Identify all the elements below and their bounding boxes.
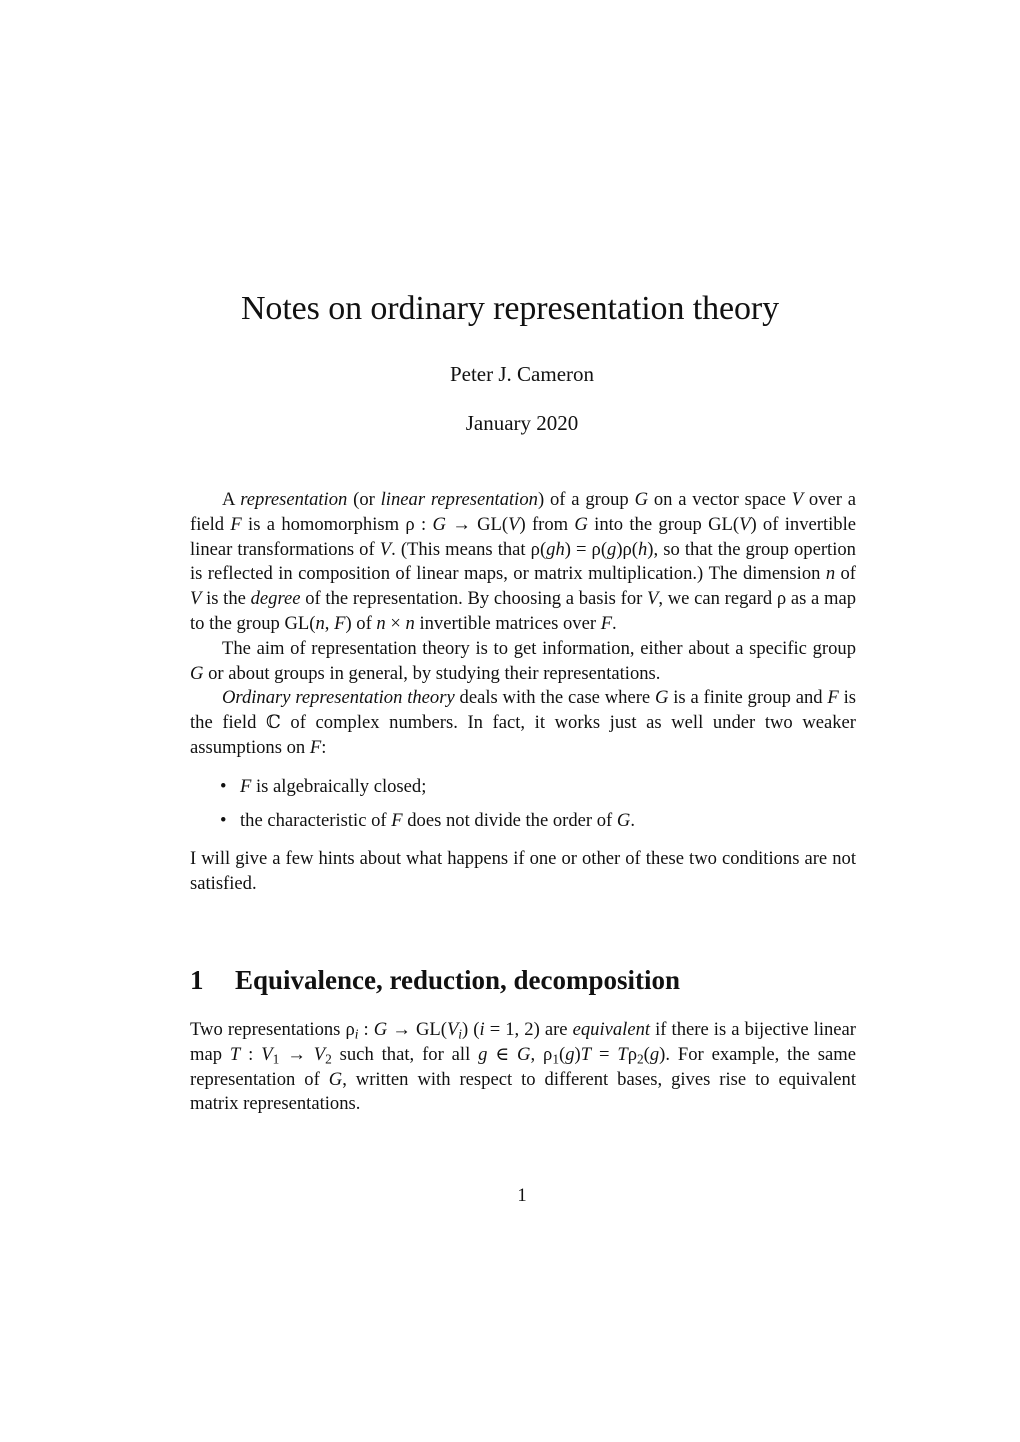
text-run: A [222,489,241,510]
math-symbol: T [580,1043,592,1065]
text-run: ) ( [462,1019,480,1040]
text-run: (or [347,489,381,510]
text-run: : [240,1043,262,1065]
text-run: ) [574,1043,581,1065]
text-run: ) of a group [537,489,635,510]
text-run: , we can regard ρ as a map to the group GL( [190,588,856,634]
math-symbol: G [574,513,588,535]
math-symbol: G [373,1019,388,1040]
math-subscript: 2 [325,1051,332,1067]
intro-paragraph-1 [190,488,856,637]
intro-section [190,488,856,897]
text-run: is the [201,588,251,610]
math-symbol: F [230,513,242,535]
math-symbol: F [334,612,346,634]
term-equivalent: equivalent [572,1019,651,1040]
math-symbol: gh [546,538,565,560]
math-symbol: T [617,1043,628,1065]
math-symbol: G [190,662,204,684]
math-symbol: F [827,687,839,709]
text-run: if there is a bijective linear map [190,1019,856,1065]
math-subscript: 1 [272,1051,280,1067]
list-item [190,809,856,834]
section-1-paragraph-1 [190,1018,856,1117]
math-subscript: i [354,1026,359,1042]
list-item [190,775,856,800]
section-heading [190,962,856,998]
text-run: = 1, 2) are [484,1019,573,1040]
text-run: ( [559,1043,566,1065]
text-run: × [385,612,406,634]
section-title: Equivalence, reduction, decomposition [235,965,681,995]
math-symbol: F [391,809,403,831]
bullet-icon: • [220,775,227,797]
math-symbol: V [791,489,804,510]
text-run: Two representations ρ [190,1019,355,1040]
text-run: The aim of representation theory is to get information, either about a specific group [222,637,856,659]
author-name: Peter J. Cameron [449,362,595,386]
math-symbol: i [479,1019,485,1040]
text-run: ). For example, the same representation of [190,1043,856,1090]
math-symbol: g [478,1043,488,1065]
text-run: is a finite group and [668,687,828,709]
text-run: → GL( [445,513,509,535]
text-run: ), so that the group opertion is reflected in composition of linear maps, or matrix multiplication.) The dimension [190,538,856,585]
text-run: ) of invertible linear transformations of [190,513,856,560]
math-symbol: V [261,1043,273,1065]
text-run: does not divide the order of [402,809,617,831]
text-run: : [358,1019,374,1040]
math-symbol: G [654,687,669,709]
text-run: the characteristic of [240,809,392,831]
math-symbol: g [649,1043,660,1065]
assumptions-list [190,775,856,834]
text-run: . (This means that ρ( [391,538,547,560]
math-subscript: 1 [552,1051,559,1067]
document-title: Notes on ordinary representation theory [240,290,780,327]
math-symbol: T [229,1043,241,1065]
text-run: → GL( [387,1019,447,1040]
text-run: ρ [627,1043,637,1065]
text-run: such that, for all [331,1043,479,1065]
section-number: 1 [190,965,204,995]
math-symbol: G [634,489,648,510]
math-symbol: n [405,612,415,634]
math-symbol: F [309,736,322,758]
math-symbol: V [739,513,751,535]
math-symbol: V [508,513,520,535]
text-run: ) of [345,612,377,634]
math-symbol: g [607,538,617,560]
math-symbol: V [190,588,202,610]
text-run: : [321,736,327,758]
text-run: = [591,1043,618,1065]
math-symbol: n [315,612,325,634]
text-run: is algebraically closed; [251,775,427,797]
intro-paragraph-2 [190,637,856,687]
text-run: on a vector space [648,489,792,510]
math-subscript: 2 [636,1051,644,1067]
text-run: or about groups in general, by studying their representations. [203,662,661,684]
text-run: is a homomorphism ρ : [241,513,433,535]
text-run: ) from [519,513,575,535]
math-symbol: g [565,1043,575,1065]
intro-paragraph-3 [190,686,856,760]
text-run: over a field [190,489,856,535]
text-run: . [612,612,617,634]
math-symbol: F [600,612,613,634]
text-run: , [324,612,335,634]
text-run: , ρ [530,1043,553,1065]
math-subscript: i [458,1026,463,1042]
text-run: → [279,1043,314,1065]
math-symbol: G [432,513,446,535]
math-symbol: V [446,1019,459,1040]
math-symbol: V [379,538,392,560]
bullet-icon: • [220,809,227,831]
document-date: January 2020 [465,411,579,435]
text-run: )ρ( [616,538,638,560]
text-run: is the field [190,687,856,734]
math-symbol: G [517,1043,531,1065]
text-run: ) = ρ( [564,538,608,560]
text-run: into the group GL( [587,513,740,535]
text-run: , written with respect to different bases, gives rise to equivalent matrix representations. [190,1068,856,1115]
text-run: ∈ [487,1043,518,1065]
math-symbol: n [825,563,836,585]
page-number: 1 [517,1185,527,1206]
text-run: ( [643,1043,650,1065]
term-ordinary-representation-theory: Ordinary representation theory [222,687,455,709]
math-symbol: V [313,1043,326,1065]
text-run: of [835,563,856,585]
text-run: . [630,809,635,831]
math-symbol: n [376,612,386,634]
math-symbol: G [616,809,631,831]
complex-numbers-symbol: ℂ [266,712,281,734]
text-run: invertible matrices over [414,612,601,634]
math-symbol: F [240,775,252,797]
text-run: deals with the case where [454,687,655,709]
term-degree: degree [250,588,301,610]
text-run: of the representation. By choosing a basis for [300,588,648,610]
term-representation: representation [240,489,348,510]
math-symbol: V [647,588,659,610]
text-run: of complex numbers. In fact, it works just as well under two weaker assumptions on [190,712,856,758]
math-symbol: h [638,538,648,560]
math-symbol: G [328,1068,343,1090]
intro-paragraph-4: I will give a few hints about what happens if one or other of these two conditions are not satisfied. [190,848,856,895]
term-linear-representation: linear representation [380,489,538,510]
section-1-body [190,1018,856,1117]
